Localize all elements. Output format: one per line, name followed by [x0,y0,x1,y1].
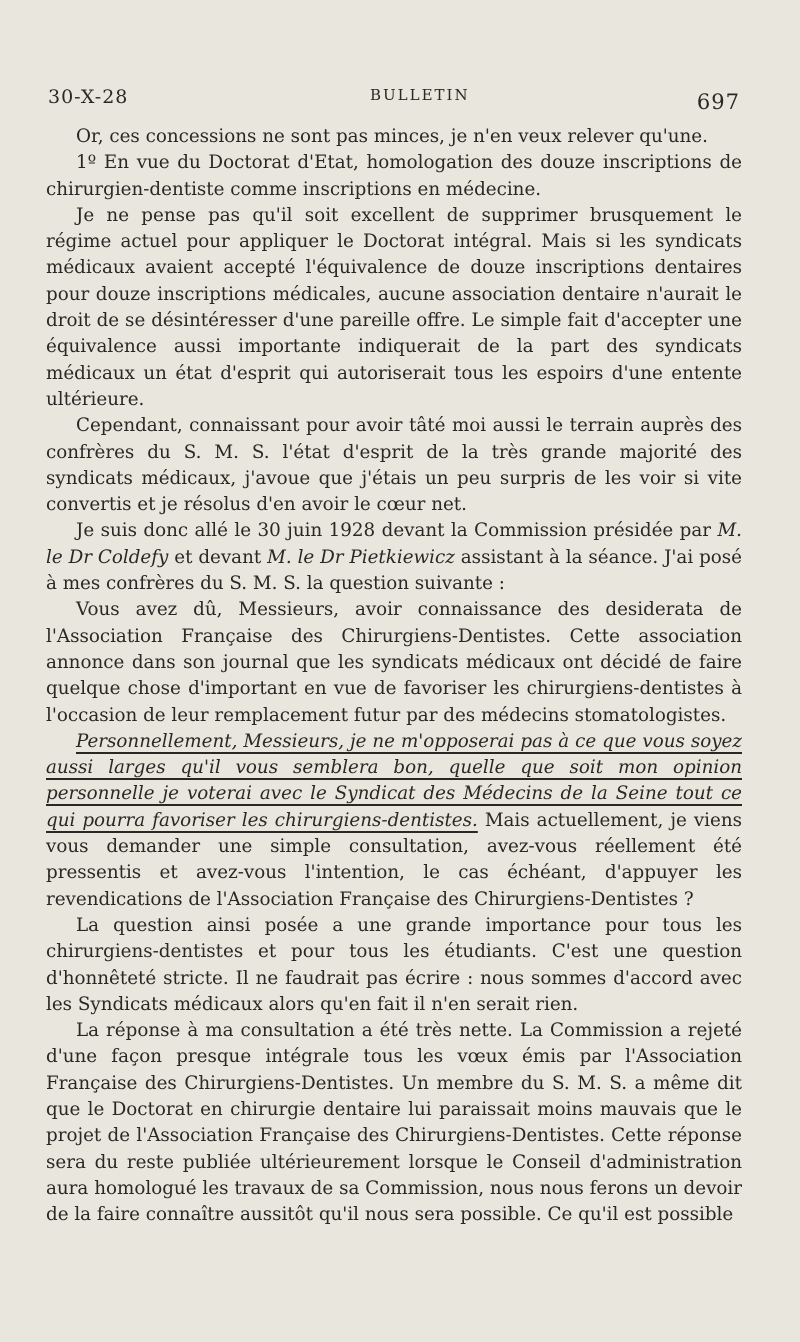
p7-rest: Mais actuellement, je viens vous demander une simple consultation, avez-vous réellement été pressentis et avez-vous l'intention, le cas échéant, d'appuyer les revendications de l'Association Française des Chirurgiens-Dentistes ? [46,809,742,910]
paragraph-9: La réponse à ma consultation a été très nette. La Commission a rejeté d'une façon presque intégrale tous les vœux émis par l'Association Française des Chirurgiens-Dentistes. Un membre du S. M. S. a même dit que le Doctorat en chirurgie dentaire lui paraissait moins mauvais que le projet de l'Association Française des Chirurgiens-Dentistes. Cette réponse sera du reste publiée ultérieurement lorsque le Conseil d'administration aura homologué les travaux de sa Commission, nous nous ferons un devoir de la faire connaître aussitôt qu'il nous sera possible. Ce qu'il est possible [46,1020,742,1226]
paragraph-5 [46,518,742,597]
paragraph-2: 1º En vue du Doctorat d'Etat, homologation des douze inscriptions de chirurgien-dentiste comme inscriptions en médecine. [46,152,742,200]
page-number: 697 [696,90,740,114]
header-date: 30-X-28 [48,86,129,108]
paragraph-7 [46,729,742,913]
article-body [46,124,742,1228]
paragraph-1: Or, ces concessions ne sont pas minces, je n'en veux relever qu'une. [76,126,708,147]
paragraph-4: Cependant, connaissant pour avoir tâté moi aussi le terrain auprès des confrères du S. M. S. l'état d'esprit de la très grande majorité des syndicats médicaux, j'avoue que j'étais un peu surpris de les voir si vite convertis et je résolus d'en avoir le cœur net. [46,415,742,516]
name-pietkiewicz: M. le Dr Pietkiewicz [267,546,455,568]
name-coldefy: M. le Dr Coldefy [46,520,742,568]
header-title: BULLETIN [370,86,470,104]
p5-text-a: Je suis donc allé le 30 juin 1928 devant la Commission présidée par [76,520,718,542]
paragraph-6: Vous avez dû, Messieurs, avoir connaissance des desiderata de l'Association Française des Chirurgiens-Dentistes. Cette association annonce dans son journal que les syndicats médicaux ont décidé de faire quelque chose d'important en vue de favoriser les chirurgiens-dentistes à l'occasion de leur remplacement futur par des médecins stomatologistes. [46,599,742,726]
underlined-statement: Personnellement, Messieurs, je ne m'opposerai pas à ce que vous soyez aussi larges qu'il vous semblera bon, quelle que soit mon opinion personnelle je voterai avec le Syndicat des Médecins de la Seine tout ce qui pourra favoriser les chirurgiens-dentistes. [46,730,742,831]
paragraph-3: Je ne pense pas qu'il soit excellent de supprimer brusquement le régime actuel pour appliquer le Doctorat intégral. Mais si les syndicats médicaux avaient accepté l'équivalence de douze inscriptions dentaires pour douze inscriptions médicales, aucune association dentaire n'aurait le droit de se désintéresser d'une pareille offre. Le simple fait d'accepter une équivalence aussi importante indiquerait de la part des syndicats médicaux un état d'esprit qui autoriserait tous les espoirs d'une entente ultérieure. [46,204,742,410]
p5-text-c: et devant [168,546,268,568]
p5-text-e: assistant à la séance. J'ai posé à mes confrères du S. M. S. la question suivante : [46,546,742,595]
running-header [40,86,740,116]
paragraph-8: La question ainsi posée a une grande importance pour tous les chirurgiens-dentistes et pour tous les étudiants. C'est une question d'honnêteté stricte. Il ne faudrait pas écrire : nous sommes d'accord avec les Syndicats médicaux alors qu'en fait il n'en serait rien. [46,914,742,1015]
